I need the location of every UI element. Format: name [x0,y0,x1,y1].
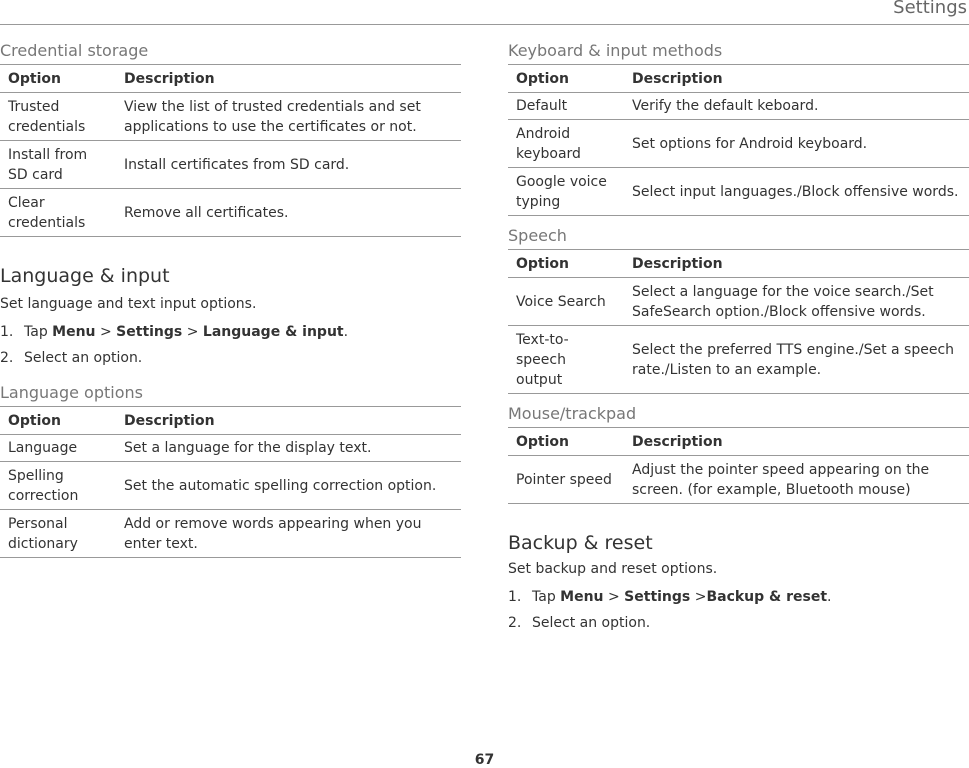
description-cell: Remove all certificates. [116,189,461,237]
column-header-description: Description [116,407,461,435]
option-cell: Voice Search [508,278,624,326]
step-text [532,587,832,607]
table-header-row [0,407,461,435]
mouse-trackpad-title: Mouse/trackpad [508,404,637,423]
description-cell: Set a language for the display text. [116,435,461,462]
target-label: Backup & reset [706,589,828,605]
column-header-option: Option [508,65,624,93]
option-cell: Language [0,435,116,462]
option-cell: Trusted credentials [0,93,116,141]
table-header-row [0,65,461,93]
column-header-description: Description [624,65,969,93]
page-header-title: Settings [893,0,967,18]
settings-label: Settings [624,589,691,605]
description-cell: Select a language for the voice search./Set SafeSearch option./Block offensive words. [624,278,969,326]
speech-title: Speech [508,226,567,245]
option-cell: Clear credentials [0,189,116,237]
keyboard-input-table [508,64,969,216]
header-divider [0,24,969,25]
table-row [508,278,969,326]
table-header-row [508,428,969,456]
separator: > [95,324,117,340]
column-header-option: Option [0,65,116,93]
step-item [508,613,969,633]
credential-storage-table [0,64,461,237]
speech-table [508,249,969,394]
step-tap-text: Tap [532,589,561,605]
step-tap-text: Tap [24,324,53,340]
option-cell: Personal dictionary [0,510,116,558]
menu-label: Menu [52,324,96,340]
language-input-intro: Set language and text input options. [0,296,257,312]
table-row [508,326,969,394]
column-header-option: Option [508,250,624,278]
right-column [508,38,969,633]
option-cell: Android keyboard [508,120,624,168]
column-header-description: Description [116,65,461,93]
step-number: 2. [0,350,14,366]
step-item [0,348,461,368]
separator: > [182,324,203,340]
table-row [508,93,969,120]
description-cell: View the list of trusted credentials and set applications to use the certificates or not. [116,93,461,141]
language-options-table [0,406,461,558]
table-row [0,435,461,462]
description-cell: Set options for Android keyboard. [624,120,969,168]
table-row [0,141,461,189]
table-row [508,120,969,168]
option-cell: Install from SD card [0,141,116,189]
backup-reset-intro: Set backup and reset options. [508,561,718,577]
table-row [0,510,461,558]
description-cell: Install certificates from SD card. [116,141,461,189]
description-cell: Select input languages./Block offensive words. [624,168,969,216]
step-number: 1. [0,324,14,340]
column-header-option: Option [508,428,624,456]
period: . [343,324,349,340]
step-text [24,322,348,342]
table-header-row [508,250,969,278]
column-header-description: Description [624,250,969,278]
step-text: Select an option. [532,615,651,631]
separator: > [603,589,625,605]
step-number: 1. [508,589,522,605]
column-header-description: Description [624,428,969,456]
step-item [0,322,461,342]
description-cell: Set the automatic spelling correction option. [116,462,461,510]
description-cell: Select the preferred TTS engine./Set a speech rate./Listen to an example. [624,326,969,394]
option-cell: Pointer speed [508,456,624,504]
step-item [508,587,969,607]
option-cell: Google voice typing [508,168,624,216]
table-header-row [508,65,969,93]
period: . [827,589,832,605]
target-label: Language & input [202,324,344,340]
language-options-title: Language options [0,383,143,402]
step-text: Select an option. [24,350,143,366]
table-row [0,462,461,510]
language-input-heading: Language & input [0,265,170,287]
description-cell: Verify the default keboard. [624,93,969,120]
menu-label: Menu [560,589,604,605]
table-row [508,456,969,504]
table-row [0,93,461,141]
step-number: 2. [508,615,522,631]
left-column [0,38,461,558]
table-row [508,168,969,216]
option-cell: Text-to-speech output [508,326,624,394]
table-row [0,189,461,237]
mouse-trackpad-table [508,427,969,504]
description-cell: Adjust the pointer speed appearing on the screen. (for example, Bluetooth mouse) [624,456,969,504]
separator: > [690,589,707,605]
description-cell: Add or remove words appearing when you enter text. [116,510,461,558]
column-header-option: Option [0,407,116,435]
keyboard-input-title: Keyboard & input methods [508,41,723,60]
option-cell: Default [508,93,624,120]
page-number: 67 [474,752,495,768]
credential-storage-title: Credential storage [0,41,149,60]
backup-reset-heading: Backup & reset [508,532,653,554]
settings-label: Settings [116,324,183,340]
option-cell: Spelling correction [0,462,116,510]
